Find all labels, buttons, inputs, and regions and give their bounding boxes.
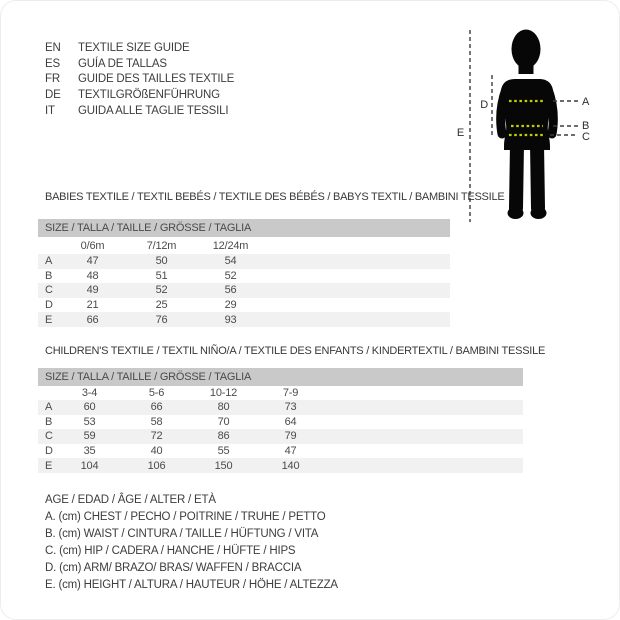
size-value-cell: 56 <box>224 284 237 297</box>
language-label: GUIDA ALLE TAGLIE TESSILI <box>78 104 229 117</box>
size-value-cell: 60 <box>83 401 96 414</box>
row-label: E <box>45 313 53 326</box>
table-row <box>38 400 523 415</box>
size-value-cell: 58 <box>150 415 163 428</box>
child-silhouette <box>501 30 554 220</box>
children-section-title: CHILDREN'S TEXTILE / TEXTIL NIÑO/A / TEXTILE DES ENFANTS / KINDERTEXTIL / BAMBINI TESSILE <box>45 345 546 357</box>
size-value-cell: 72 <box>150 430 163 443</box>
size-value-cell: 140 <box>281 459 300 472</box>
babies-size-table <box>38 219 450 327</box>
age-column-header: 3-4 <box>81 387 98 399</box>
age-column-header: 0/6m <box>80 239 105 252</box>
table-row <box>38 444 523 459</box>
size-value-cell: 47 <box>86 255 99 268</box>
silhouette-right-arm <box>548 89 553 134</box>
size-value-cell: 104 <box>80 459 99 472</box>
size-value-cell: 47 <box>284 445 297 458</box>
size-value-cell: 52 <box>224 269 237 282</box>
age-column-header: 12/24m <box>212 239 249 252</box>
language-label: TEXTILE SIZE GUIDE <box>78 42 190 54</box>
legend-line-waist: B. (cm) WAIST / CINTURA / TAILLE / HÜFTUNG / VITA <box>45 528 319 540</box>
figure-label-b: B <box>582 120 590 132</box>
language-code: EN <box>45 42 61 54</box>
table-age-row <box>38 237 450 254</box>
figure-label-e: E <box>456 127 464 139</box>
silhouette-left-foot <box>508 207 524 219</box>
size-value-cell: 29 <box>224 299 237 312</box>
age-column-header: 10-12 <box>209 387 238 399</box>
language-label: GUIDE DES TAILLES TEXTILE <box>78 73 235 86</box>
size-value-cell: 52 <box>155 284 168 297</box>
table-row <box>38 415 523 430</box>
table-row <box>38 283 450 298</box>
silhouette-right-leg <box>537 144 538 208</box>
size-value-cell: 64 <box>284 415 297 428</box>
size-value-cell: 93 <box>224 313 237 326</box>
size-value-cell: 106 <box>147 459 166 472</box>
size-value-cell: 40 <box>150 445 163 458</box>
table-header-bar: SIZE / TALLA / TAILLE / GRÖSSE / TAGLIA <box>38 219 450 237</box>
figure-label-d: D <box>480 99 488 111</box>
row-label: A <box>45 255 53 268</box>
table-row <box>38 298 450 313</box>
language-row <box>45 57 234 73</box>
size-value-cell: 73 <box>284 401 297 414</box>
language-row <box>45 88 234 104</box>
table-row <box>38 312 450 327</box>
size-value-cell: 86 <box>217 430 230 443</box>
language-code: IT <box>45 104 55 117</box>
age-column-header: 7-9 <box>282 387 299 399</box>
size-value-cell: 66 <box>150 401 163 414</box>
silhouette-right-foot <box>531 207 547 219</box>
table-row <box>38 458 523 473</box>
table-row <box>38 429 523 444</box>
row-label: D <box>45 299 53 312</box>
size-value-cell: 35 <box>83 445 96 458</box>
row-label: A <box>45 401 53 414</box>
language-row <box>45 72 234 88</box>
table-age-row <box>38 386 523 400</box>
size-value-cell: 25 <box>155 299 168 312</box>
size-value-cell: 70 <box>217 415 230 428</box>
babies-section-title: BABIES TEXTILE / TEXTIL BEBÉS / TEXTILE DES BÉBÉS / BABYS TEXTIL / BAMBINI TESSILE <box>45 191 505 203</box>
table-row <box>38 269 450 284</box>
row-label: E <box>45 459 53 472</box>
language-label: GUÍA DE TALLAS <box>78 57 167 70</box>
language-label: TEXTILGRÖßENFÜHRUNG <box>78 89 220 102</box>
size-value-cell: 80 <box>217 401 230 414</box>
size-value-cell: 150 <box>214 459 233 472</box>
size-value-cell: 51 <box>155 269 168 282</box>
table-header-bar: SIZE / TALLA / TAILLE / GRÖSSE / TAGLIA <box>38 368 523 386</box>
row-label: C <box>45 284 53 297</box>
size-value-cell: 55 <box>217 445 230 458</box>
language-row <box>45 104 234 120</box>
size-value-cell: 49 <box>86 284 99 297</box>
table-row <box>38 254 450 269</box>
legend-line-hip: C. (cm) HIP / CADERA / HANCHE / HÜFTE / HIPS <box>45 545 296 557</box>
size-value-cell: 53 <box>83 415 96 428</box>
age-column-header: 5-6 <box>148 387 165 399</box>
size-value-cell: 76 <box>155 313 168 326</box>
children-size-table <box>38 368 523 473</box>
legend-line-arm: D. (cm) ARM/ BRAZO/ BRAS/ WAFFEN / BRACCIA <box>45 562 302 574</box>
silhouette-left-leg <box>516 144 517 208</box>
measurement-legend <box>45 492 338 594</box>
figure-label-a: A <box>582 96 590 108</box>
row-label: B <box>45 269 53 282</box>
row-label: D <box>45 445 53 458</box>
row-label: C <box>45 430 53 443</box>
legend-line-chest: A. (cm) CHEST / PECHO / POITRINE / TRUHE / PETTO <box>45 511 326 523</box>
size-value-cell: 59 <box>83 430 96 443</box>
language-row <box>45 41 234 57</box>
size-value-cell: 21 <box>86 299 99 312</box>
size-value-cell: 50 <box>155 255 168 268</box>
silhouette-neck <box>519 60 534 74</box>
age-column-header: 7/12m <box>146 239 177 252</box>
legend-line-age: AGE / EDAD / ÂGE / ALTER / ETÀ <box>45 494 216 506</box>
language-list <box>45 41 234 119</box>
size-value-cell: 48 <box>86 269 99 282</box>
silhouette-left-arm <box>501 89 506 134</box>
size-value-cell: 54 <box>224 255 237 268</box>
row-label: B <box>45 415 53 428</box>
size-value-cell: 79 <box>284 430 297 443</box>
legend-line-height: E. (cm) HEIGHT / ALTURA / HAUTEUR / HÖHE / ALTEZZA <box>45 579 338 591</box>
language-code: ES <box>45 57 60 70</box>
size-value-cell: 66 <box>86 313 99 326</box>
figure-label-c: C <box>582 131 590 143</box>
language-code: DE <box>45 89 61 102</box>
language-code: FR <box>45 73 60 86</box>
